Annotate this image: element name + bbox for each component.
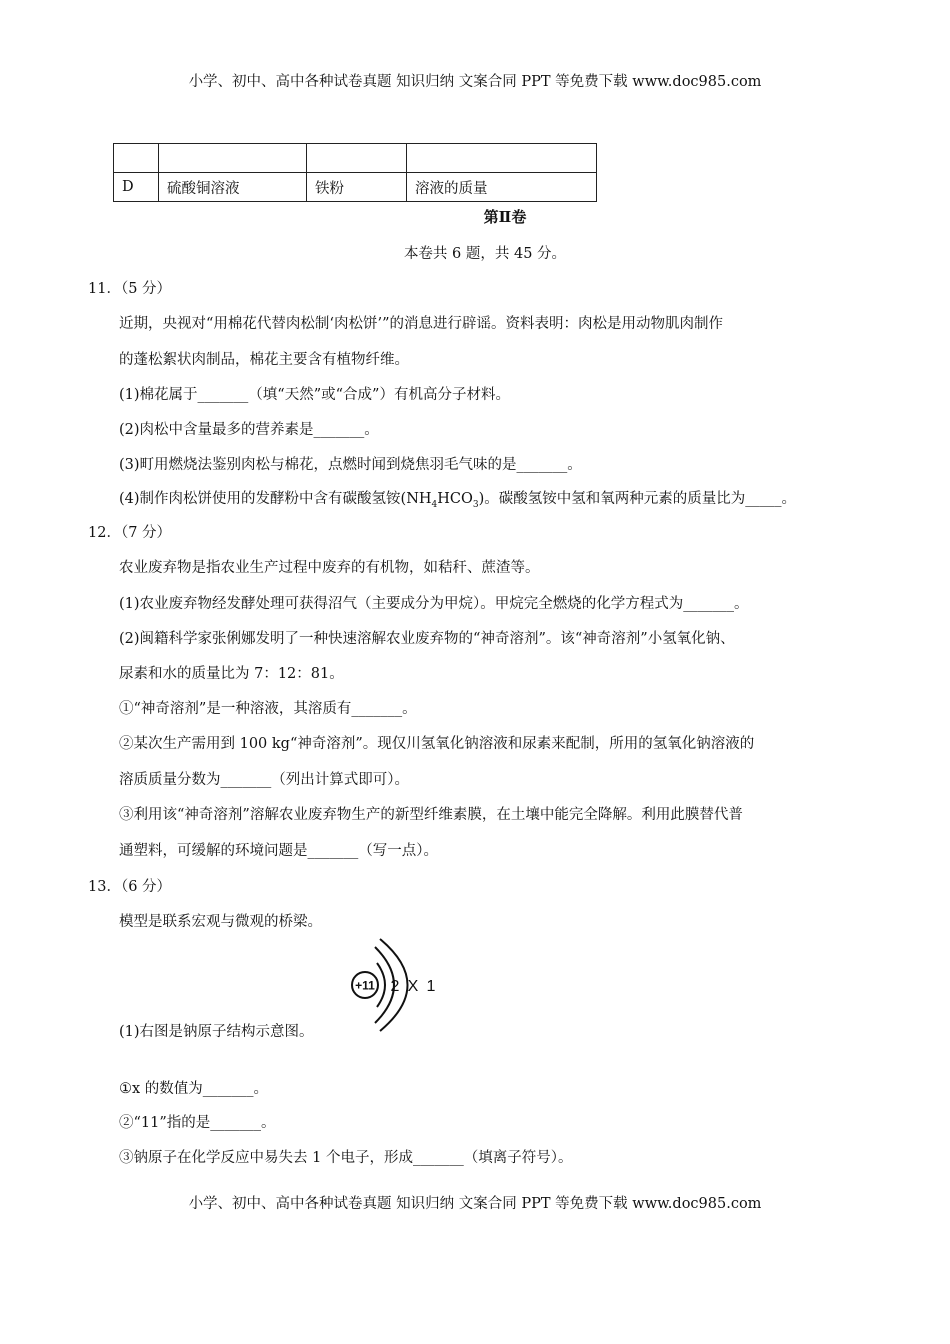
q13-part-1: (1)右图是钠原子结构示意图。 — [119, 1024, 314, 1040]
q11-part-4-sub2: 3 — [472, 499, 479, 510]
q13-intro: 模型是联系宏观与微观的桥梁。 — [119, 914, 322, 930]
q12-part-2-line-2: 尿素和水的质量比为 7：12：81。 — [119, 666, 344, 682]
q11-part-4-c: )。碳酸氢铵中氢和氧两种元素的质量比为_____。 — [478, 491, 797, 507]
question-13-number: 13．（6 分） — [88, 879, 172, 895]
q12-sub-2-line-2: 溶质质量分数为_______（列出计算式即可）。 — [119, 772, 409, 788]
nucleus-charge: +11 — [355, 978, 375, 993]
q11-part-1: (1)棉花属于_______（填“天然”或“合成”）有机高分子材料。 — [119, 387, 510, 403]
q11-part-2: (2)肉松中含量最多的营养素是_______。 — [119, 422, 379, 438]
table-cell — [307, 144, 407, 173]
q13-sub-2: ②“11”指的是_______。 — [119, 1115, 276, 1131]
q11-intro-line-2: 的蓬松絮状肉制品，棉花主要含有植物纤维。 — [119, 352, 409, 368]
q11-part-4 — [119, 487, 796, 510]
table-cell: D — [114, 173, 159, 202]
table-row — [114, 144, 597, 173]
table-cell: 硫酸铜溶液 — [159, 173, 307, 202]
page-header: 小学、初中、高中各种试卷真题 知识归纳 文案合同 PPT 等免费下载 www.doc985.com — [188, 74, 762, 90]
q12-sub-3-line-2: 通塑料，可缓解的环境问题是_______（写一点）。 — [119, 843, 438, 859]
table-cell — [159, 144, 307, 173]
table-cell — [114, 144, 159, 173]
q12-part-1: (1)农业废弃物经发酵处理可获得沼气（主要成分为甲烷）。甲烷完全燃烧的化学方程式为_______。 — [119, 596, 749, 612]
shell-1-electrons: 2 — [390, 978, 400, 995]
table-cell: 溶液的质量 — [407, 173, 597, 202]
shell-3-electrons: 1 — [426, 978, 436, 995]
q11-part-4-a: (4)制作肉松饼使用的发酵粉中含有碳酸氢铵(NH — [119, 491, 432, 507]
q13-sub-1: ①x 的数值为_______。 — [119, 1081, 269, 1097]
q12-part-2-line-1: (2)闽籍科学家张俐娜发明了一种快速溶解农业废弃物的“神奇溶剂”。该“神奇溶剂”小氢氧化钠、 — [119, 631, 735, 647]
q12-intro: 农业废弃物是指农业生产过程中废弃的有机物，如秸秆、蔗渣等。 — [119, 560, 540, 576]
q12-sub-2-line-1: ②某次生产需用到 100 kg“神奇溶剂”。现仅川氢氧化钠溶液和尿素来配制，所用的氢氧化钠溶液的 — [119, 736, 755, 752]
shell-2-electrons: X — [407, 978, 419, 995]
question-11-number: 11．（5 分） — [88, 281, 172, 297]
q12-sub-1: ①“神奇溶剂”是一种溶液，其溶质有_______。 — [119, 701, 417, 717]
question-12-number: 12．（7 分） — [88, 525, 172, 541]
table-cell — [407, 144, 597, 173]
q11-part-4-sub1: 4 — [431, 499, 438, 510]
section-subtitle: 本卷共 6 题，共 45 分。 — [403, 246, 567, 262]
page-footer: 小学、初中、高中各种试卷真题 知识归纳 文案合同 PPT 等免费下载 www.doc985.com — [188, 1196, 762, 1212]
table-row — [114, 173, 597, 202]
sodium-atom-diagram — [345, 935, 440, 1035]
q12-sub-3-line-1: ③利用该“神奇溶剂”溶解农业废弃物生产的新型纤维素膜，在土壤中能完全降解。利用此膜替代普 — [119, 807, 743, 823]
table-cell: 铁粉 — [307, 173, 407, 202]
q13-sub-3: ③钠原子在化学反应中易失去 1 个电子，形成_______（填离子符号）。 — [119, 1150, 573, 1166]
answer-table — [113, 143, 597, 202]
q11-part-3: (3)町用燃烧法鉴别肉松与棉花，点燃时闻到烧焦羽毛气味的是_______。 — [119, 457, 582, 473]
q11-part-4-b: HCO — [437, 491, 473, 507]
q11-intro-line-1: 近期，央视对“用棉花代替肉松制‘肉松饼’”的消息进行辟谣。资料表明：肉松是用动物肌肉制作 — [119, 316, 724, 332]
section-title: 第Ⅱ卷 — [483, 208, 527, 226]
